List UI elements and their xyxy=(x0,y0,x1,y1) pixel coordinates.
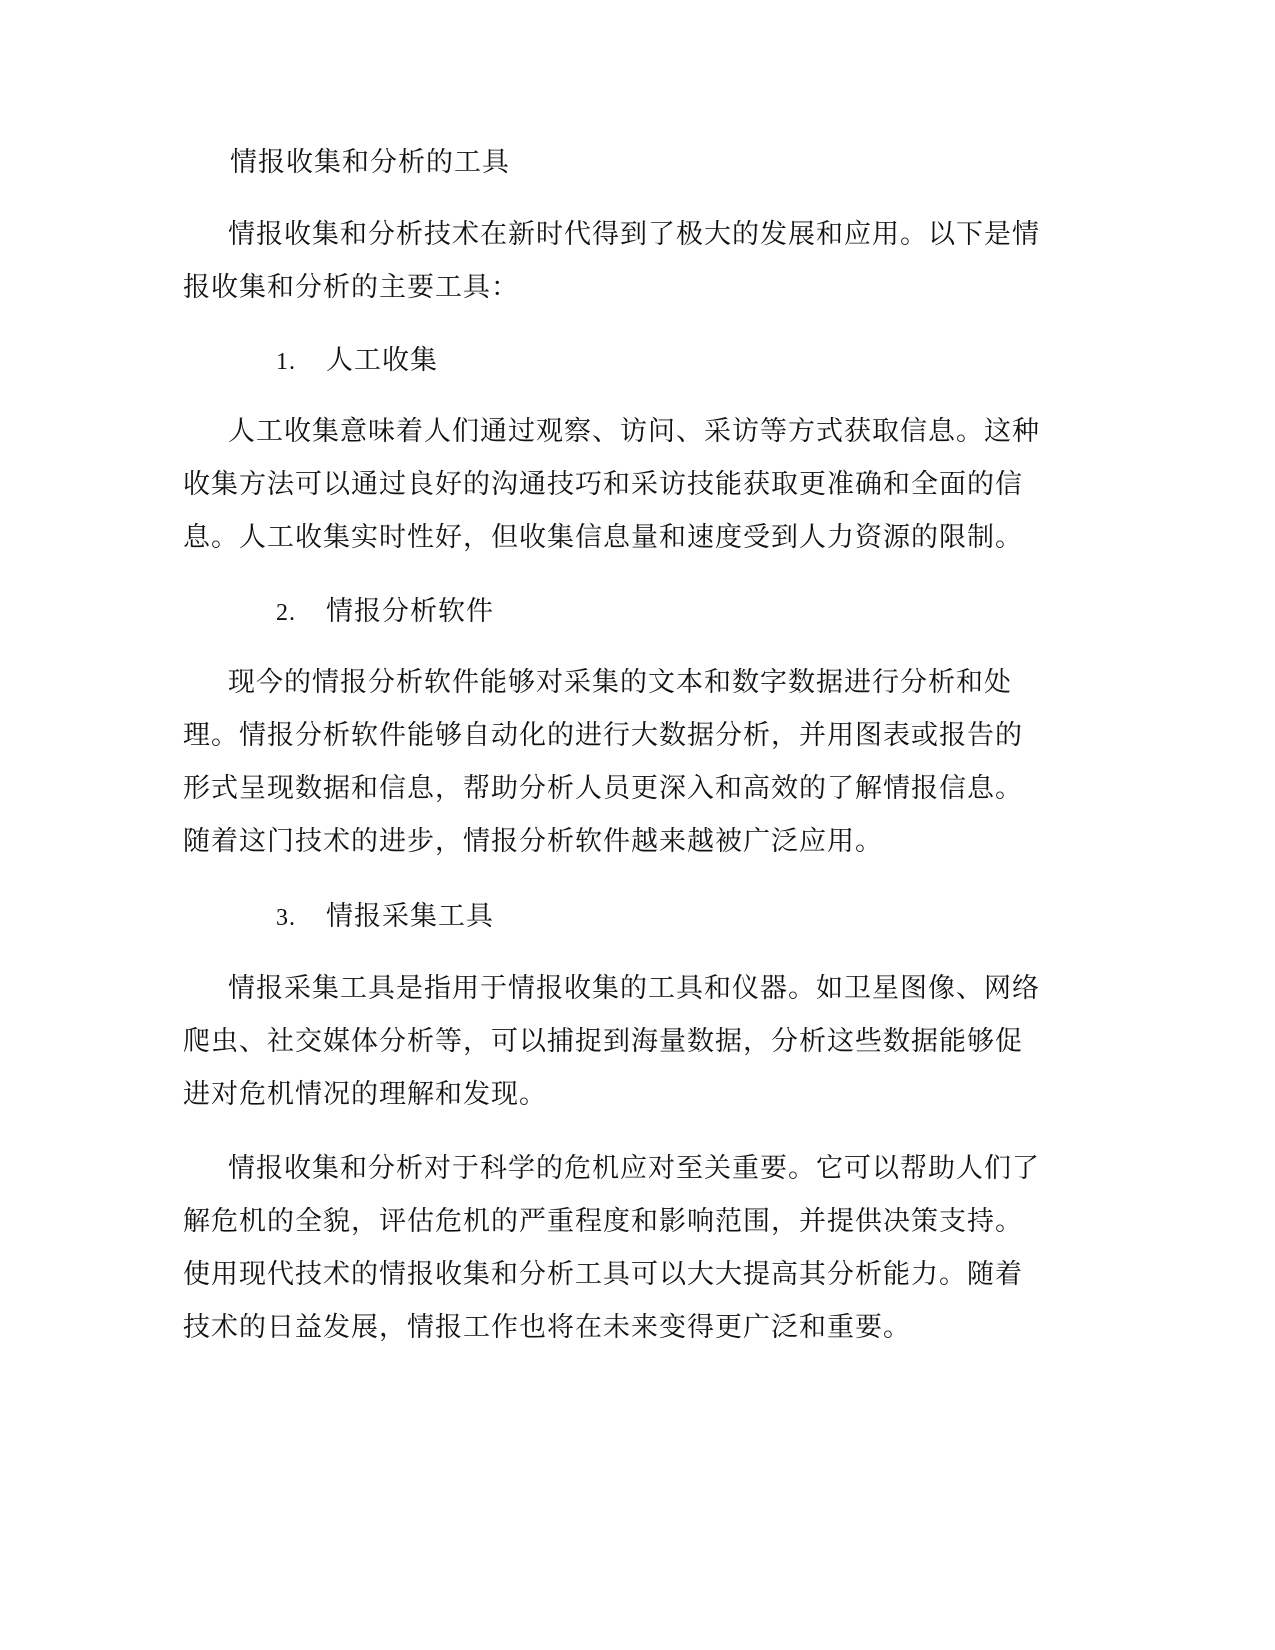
list-item-heading: 情报采集工具 xyxy=(326,901,494,932)
item-1-paragraph: 人工收集意味着人们通过观察、访问、采访等方式获取信息。这种收集方法可以通过良好的沟通技巧和采访技能获取更准确和全面的信息。人工收集实时性好，但收集信息量和速度受到人力资源的限制。 xyxy=(183,416,1040,553)
list-item-heading: 情报分析软件 xyxy=(326,596,494,627)
list-item-2 xyxy=(276,585,494,640)
list-item-number: 2. xyxy=(276,600,296,626)
list-item-heading: 人工收集 xyxy=(326,345,438,376)
list-item-1 xyxy=(276,334,438,389)
list-item-number: 1. xyxy=(276,349,296,375)
item-2-paragraph: 现今的情报分析软件能够对采集的文本和数字数据进行分析和处理。情报分析软件能够自动化的进行大数据分析，并用图表或报告的形式呈现数据和信息，帮助分析人员更深入和高效的了解情报信息。随着这门技术的进步，情报分析软件越来越被广泛应用。 xyxy=(183,667,1023,857)
item-3-paragraph: 情报采集工具是指用于情报收集的工具和仪器。如卫星图像、网络爬虫、社交媒体分析等，可以捕捉到海量数据，分析这些数据能够促进对危机情况的理解和发现。 xyxy=(183,973,1040,1110)
document-title: 情报收集和分析的工具 xyxy=(230,147,510,178)
list-item-number: 3. xyxy=(276,905,296,931)
intro-paragraph: 情报收集和分析技术在新时代得到了极大的发展和应用。以下是情报收集和分析的主要工具： xyxy=(183,219,1040,303)
list-item-3 xyxy=(276,890,494,945)
conclusion-paragraph: 情报收集和分析对于科学的危机应对至关重要。它可以帮助人们了解危机的全貌，评估危机的严重程度和影响范围，并提供决策支持。使用现代技术的情报收集和分析工具可以大大提高其分析能力。随着技术的日益发展，情报工作也将在未来变得更广泛和重要。 xyxy=(183,1153,1040,1343)
